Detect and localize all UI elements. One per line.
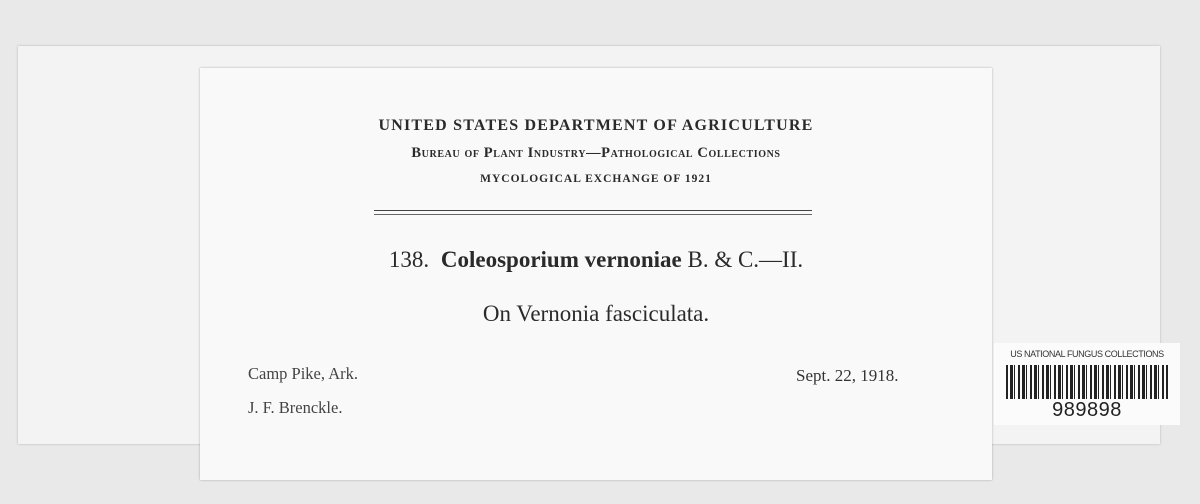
specimen-number: 138. bbox=[388, 247, 430, 272]
exchange-title: MYCOLOGICAL EXCHANGE OF 1921 bbox=[480, 173, 712, 185]
collector: J. F. Brenckle. bbox=[248, 398, 343, 417]
species-author: B. & C.—II. bbox=[687, 247, 804, 272]
barcode-title: US NATIONAL FUNGUS COLLECTIONS bbox=[1010, 349, 1164, 359]
barcode-number: 989898 bbox=[1052, 399, 1122, 421]
specimen-label bbox=[200, 68, 992, 480]
barcode-icon bbox=[1006, 365, 1168, 399]
locality: Camp Pike, Ark. bbox=[248, 364, 358, 383]
host-line: On Vernonia fasciculata. bbox=[482, 301, 710, 326]
header-divider bbox=[374, 210, 812, 215]
collection-date: Sept. 22, 1918. bbox=[796, 366, 899, 385]
bureau-title: Bureau of Plant Industry—Pathological Collections bbox=[411, 145, 781, 161]
barcode-label bbox=[994, 343, 1180, 425]
species-line bbox=[200, 246, 992, 274]
label-header bbox=[200, 116, 992, 186]
department-title: UNITED STATES DEPARTMENT OF AGRICULTURE bbox=[378, 117, 814, 134]
species-name: Coleosporium vernoniae bbox=[440, 247, 682, 272]
